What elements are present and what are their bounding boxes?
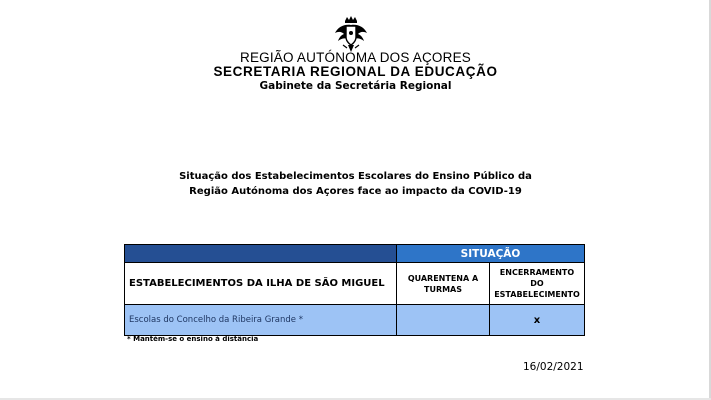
table-row	[125, 305, 585, 336]
situacao-header-blank-cell	[125, 245, 397, 263]
column-header-quarentena-line-1: QUARENTENA A	[407, 273, 479, 283]
table-cell-quarentena	[397, 305, 490, 336]
column-header-encerramento-line-1: ENCERRAMENTO	[499, 268, 575, 277]
column-header-row	[125, 263, 585, 305]
document-date: 16/02/2021	[523, 361, 584, 373]
header-region-title: REGIÃO AUTÓNOMA DOS AÇORES	[240, 50, 471, 65]
column-header-encerramento	[490, 263, 585, 305]
document-subtitle-line-1: Situação dos Estabelecimentos Escolares do Ensino Público da	[179, 171, 532, 182]
header-secretariat-title: SECRETARIA REGIONAL DA EDUCAÇÃO	[213, 64, 498, 79]
header-cabinet-title: Gabinete da Secretária Regional	[259, 80, 452, 92]
table-footnote: * Mantém-se o ensino à distância	[127, 335, 259, 343]
column-header-quarentena	[397, 263, 490, 305]
document-subtitle-line-2: Região Autónoma dos Açores face ao impacto da COVID-19	[189, 186, 522, 197]
table-cell-encerramento: x	[490, 305, 585, 336]
school-status-table	[124, 244, 585, 336]
situacao-header-cell: SITUAÇÃO	[397, 245, 585, 263]
column-header-encerramento-line-2: DO	[530, 279, 544, 288]
table-cell-school-name: Escolas do Concelho da Ribeira Grande *	[125, 305, 397, 336]
situacao-header-row	[125, 245, 585, 263]
column-header-quarentena-line-2: TURMAS	[423, 284, 463, 294]
column-header-encerramento-line-3: ESTABELECIMENTO	[494, 290, 580, 299]
coat-of-arms-eagle-icon	[334, 15, 368, 53]
column-header-estabelecimentos: ESTABELECIMENTOS DA ILHA DE SÃO MIGUEL	[125, 263, 397, 305]
